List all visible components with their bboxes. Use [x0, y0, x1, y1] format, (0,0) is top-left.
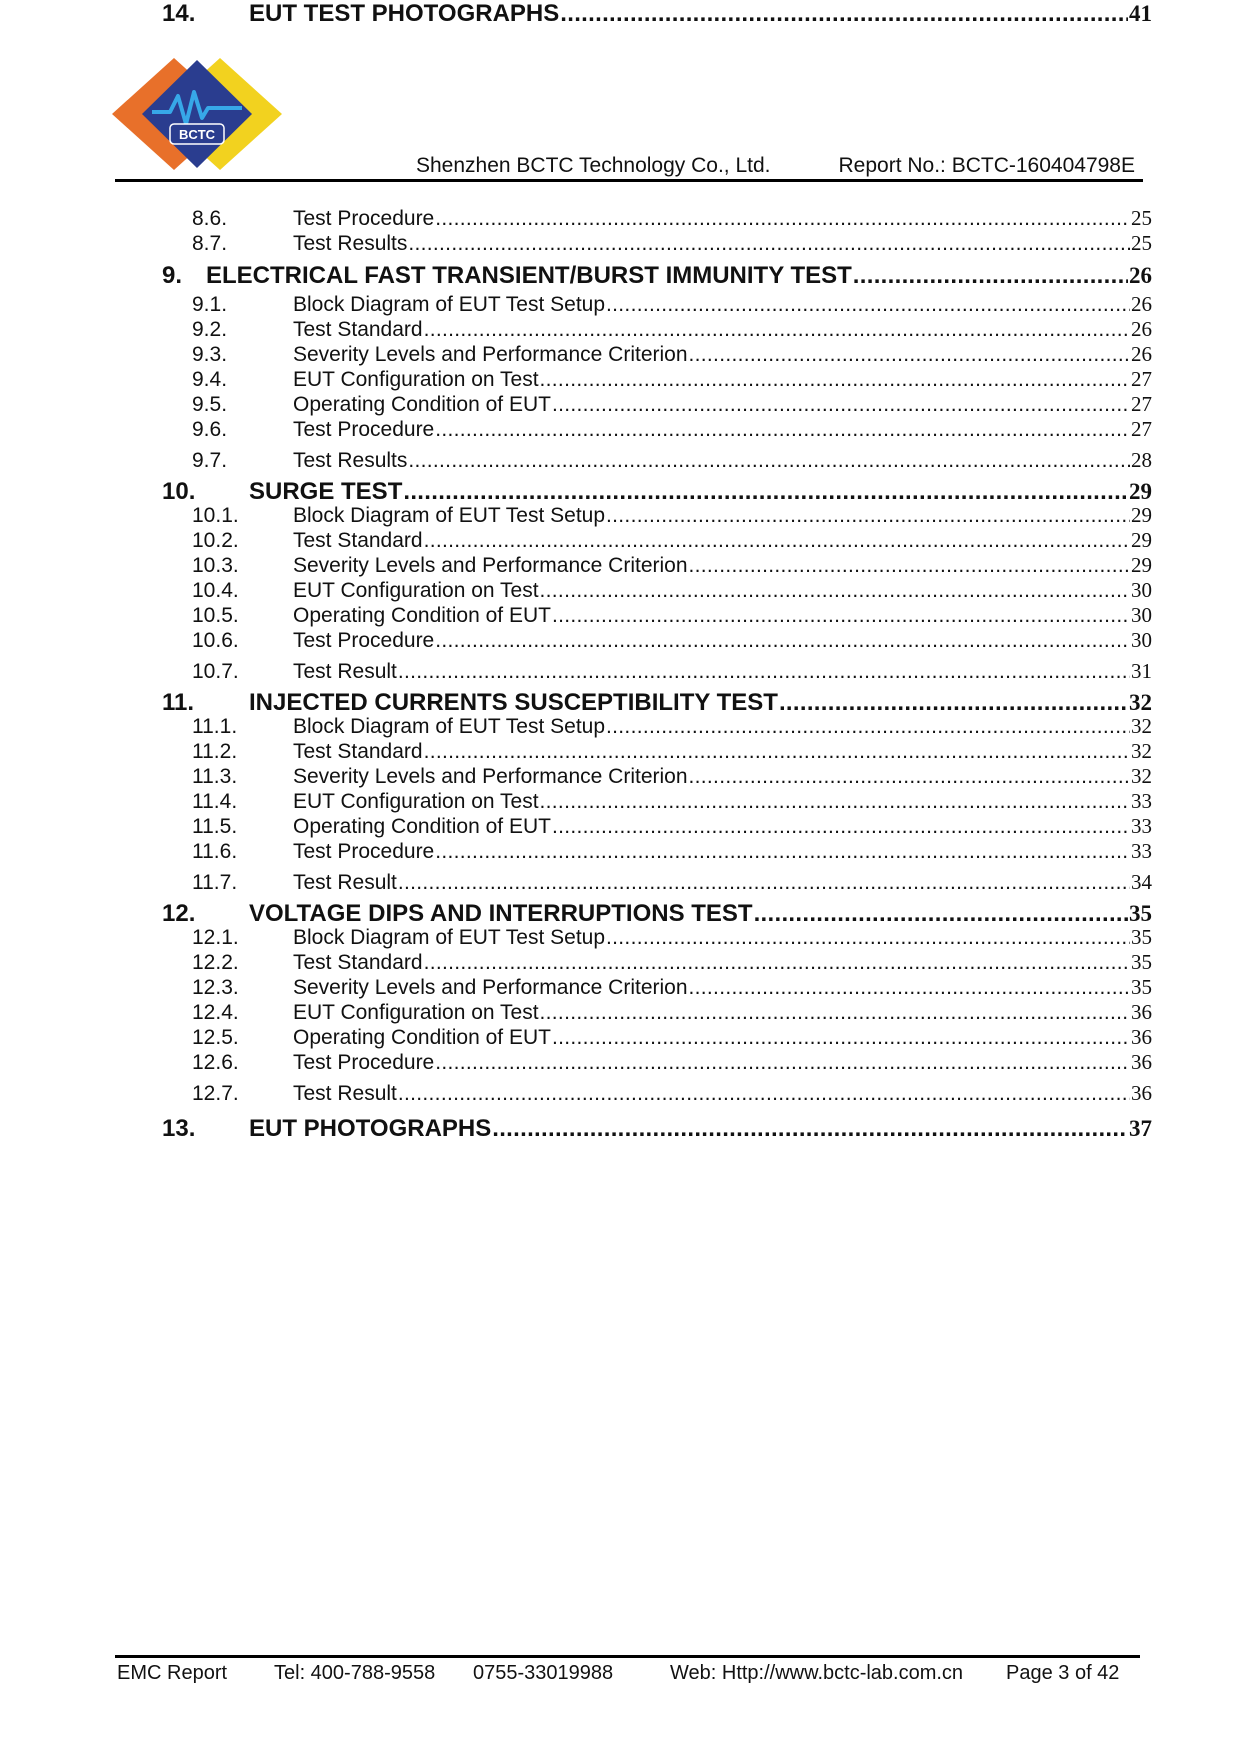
- toc-number: 13.: [162, 1115, 196, 1142]
- toc-number: 12.7.: [192, 1082, 239, 1105]
- toc-subsection[interactable]: [192, 231, 1152, 256]
- toc-leader: [853, 262, 1128, 290]
- toc-leader: [540, 368, 1130, 392]
- toc-number: 9.2.: [192, 318, 228, 341]
- toc-title: Block Diagram of EUT Test Setup: [293, 715, 606, 738]
- toc-number: 12.3.: [192, 976, 239, 999]
- toc-subsection[interactable]: [192, 392, 1152, 417]
- toc-number: 12.2.: [192, 951, 239, 974]
- toc-page: 29: [1131, 553, 1152, 577]
- toc-leader: [492, 1115, 1128, 1143]
- toc-leader: [424, 740, 1130, 764]
- toc-subsection[interactable]: [192, 528, 1152, 553]
- toc-subsection[interactable]: [192, 342, 1152, 367]
- toc-title: Severity Levels and Performance Criterion: [293, 554, 688, 577]
- toc-page: 33: [1131, 839, 1152, 863]
- toc-section[interactable]: [162, 1115, 1152, 1145]
- toc-page: 26: [1131, 292, 1152, 316]
- toc-subsection[interactable]: [192, 739, 1152, 764]
- toc-number: 8.7.: [192, 232, 228, 255]
- toc-number: 11.3.: [192, 765, 238, 788]
- toc-title: Test Procedure: [293, 207, 435, 230]
- toc-page: 35: [1131, 925, 1152, 949]
- toc-subsection[interactable]: [192, 950, 1152, 975]
- toc-title: Test Result: [293, 1082, 397, 1105]
- toc-page: 34: [1131, 870, 1152, 894]
- toc-title: EUT PHOTOGRAPHS: [249, 1115, 492, 1142]
- toc-leader: [689, 765, 1130, 789]
- toc-title: Test Results: [293, 232, 408, 255]
- toc-title: INJECTED CURRENTS SUSCEPTIBILITY TEST: [249, 689, 778, 716]
- toc-page: 32: [1131, 764, 1152, 788]
- toc-title: Severity Levels and Performance Criterion: [293, 343, 688, 366]
- toc-page: 32: [1129, 690, 1152, 715]
- toc-title: Test Result: [293, 871, 397, 894]
- toc-leader: [754, 900, 1128, 928]
- toc-title: ELECTRICAL FAST TRANSIENT/BURST IMMUNITY TEST: [206, 262, 852, 289]
- toc-page: 30: [1131, 578, 1152, 602]
- toc-number: 9.: [162, 262, 183, 289]
- toc-subsection[interactable]: [192, 1081, 1152, 1106]
- toc-number: 10.1.: [192, 504, 239, 527]
- toc-leader: [435, 207, 1130, 231]
- toc-leader: [435, 629, 1130, 653]
- footer-page: Page 3 of 42: [1006, 1662, 1120, 1684]
- toc-page: 28: [1131, 448, 1152, 472]
- toc-title: EUT Configuration on Test: [293, 368, 539, 391]
- toc-title: VOLTAGE DIPS AND INTERRUPTIONS TEST: [249, 900, 753, 927]
- toc-page: 27: [1131, 367, 1152, 391]
- toc-leader: [398, 1082, 1130, 1106]
- toc-page: 37: [1129, 1116, 1152, 1141]
- toc-leader: [435, 418, 1130, 442]
- toc-subsection[interactable]: [192, 839, 1152, 864]
- toc-number: 11.: [162, 689, 195, 716]
- toc-number: 11.4.: [192, 790, 238, 813]
- toc-subsection[interactable]: [192, 975, 1152, 1000]
- toc-subsection[interactable]: [192, 789, 1152, 814]
- toc-leader: [552, 1026, 1130, 1050]
- toc-number: 14.: [162, 0, 196, 27]
- footer-divider: [115, 1655, 1140, 1658]
- toc-number: 8.6.: [192, 207, 228, 230]
- toc-page: 30: [1131, 603, 1152, 627]
- toc-page: 32: [1131, 739, 1152, 763]
- toc-section[interactable]: [162, 262, 1152, 292]
- toc-page: 29: [1129, 479, 1152, 504]
- bctc-logo: [112, 58, 282, 170]
- logo-text: BCTC: [178, 127, 216, 142]
- toc-leader: [606, 504, 1130, 528]
- toc-number: 9.1.: [192, 293, 228, 316]
- toc-page: 36: [1131, 1081, 1152, 1105]
- toc-leader: [540, 579, 1130, 603]
- toc-title: Severity Levels and Performance Criterion: [293, 976, 688, 999]
- toc-title: Test Procedure: [293, 1051, 435, 1074]
- toc-page: 29: [1131, 503, 1152, 527]
- toc-title: Test Result: [293, 660, 397, 683]
- toc-number: 11.6.: [192, 840, 238, 863]
- toc-subsection[interactable]: [192, 206, 1152, 231]
- toc-number: 10.7.: [192, 660, 239, 683]
- toc-number: 9.4.: [192, 368, 228, 391]
- toc-page: 35: [1131, 975, 1152, 999]
- toc-subsection[interactable]: [192, 764, 1152, 789]
- toc-subsection[interactable]: [192, 814, 1152, 839]
- toc-number: 11.2.: [192, 740, 238, 763]
- toc-leader: [540, 790, 1130, 814]
- toc-page: 36: [1131, 1025, 1152, 1049]
- toc-leader: [689, 554, 1130, 578]
- toc-title: Operating Condition of EUT: [293, 604, 551, 627]
- toc-subsection[interactable]: [192, 1025, 1152, 1050]
- toc-leader: [606, 715, 1130, 739]
- toc-leader: [560, 0, 1128, 28]
- toc-subsection[interactable]: [192, 1050, 1152, 1075]
- toc-page: 27: [1131, 417, 1152, 441]
- toc-leader: [435, 840, 1130, 864]
- toc-leader: [606, 293, 1130, 317]
- toc-title: Test Standard: [293, 951, 423, 974]
- toc-number: 12.: [162, 900, 196, 927]
- toc-page: 32: [1131, 714, 1152, 738]
- toc-title: EUT Configuration on Test: [293, 790, 539, 813]
- toc-title: Test Standard: [293, 740, 423, 763]
- toc-title: SURGE TEST: [249, 478, 403, 505]
- footer-tel2: 0755-33019988: [473, 1662, 614, 1684]
- toc-number: 11.7.: [192, 871, 238, 894]
- footer-label: EMC Report: [117, 1662, 228, 1684]
- toc-number: 9.7.: [192, 449, 228, 472]
- toc-number: 9.6.: [192, 418, 228, 441]
- toc-title: EUT Configuration on Test: [293, 1001, 539, 1024]
- toc-number: 10.5.: [192, 604, 239, 627]
- toc-leader: [408, 449, 1130, 473]
- toc-title: Test Procedure: [293, 418, 435, 441]
- toc-number: 11.5.: [192, 815, 238, 838]
- toc-number: 9.3.: [192, 343, 228, 366]
- toc-leader: [403, 478, 1128, 506]
- toc-number: 10.4.: [192, 579, 239, 602]
- report-number: Report No.: BCTC-160404798E: [838, 154, 1135, 177]
- toc-leader: [606, 926, 1130, 950]
- toc-subsection[interactable]: [192, 448, 1152, 473]
- toc-title: EUT Configuration on Test: [293, 579, 539, 602]
- toc-page: 35: [1131, 950, 1152, 974]
- toc-title: Operating Condition of EUT: [293, 1026, 551, 1049]
- toc-title: Test Standard: [293, 318, 423, 341]
- toc-leader: [689, 976, 1130, 1000]
- toc-page: 36: [1131, 1000, 1152, 1024]
- toc-number: 10.3.: [192, 554, 239, 577]
- toc-title: Block Diagram of EUT Test Setup: [293, 293, 606, 316]
- toc-title: EUT TEST PHOTOGRAPHS: [249, 0, 560, 27]
- toc-subsection[interactable]: [192, 659, 1152, 684]
- toc-page: 33: [1131, 814, 1152, 838]
- toc-subsection[interactable]: [192, 628, 1152, 653]
- toc-page: 31: [1131, 659, 1152, 683]
- toc-subsection[interactable]: [192, 292, 1152, 317]
- toc-leader: [540, 1001, 1130, 1025]
- toc-number: 10.2.: [192, 529, 239, 552]
- company-name: Shenzhen BCTC Technology Co., Ltd.: [416, 154, 771, 177]
- toc-leader: [408, 232, 1130, 256]
- toc-section[interactable]: [162, 0, 1152, 30]
- toc-title: Severity Levels and Performance Criterion: [293, 765, 688, 788]
- toc-subsection[interactable]: [192, 367, 1152, 392]
- toc-page: 26: [1131, 342, 1152, 366]
- toc-leader: [779, 689, 1128, 717]
- toc-subsection[interactable]: [192, 317, 1152, 342]
- toc-subsection[interactable]: [192, 925, 1152, 950]
- toc-number: 12.1.: [192, 926, 239, 949]
- toc-subsection[interactable]: [192, 553, 1152, 578]
- toc-leader: [689, 343, 1130, 367]
- toc-subsection[interactable]: [192, 503, 1152, 528]
- toc-page: 25: [1131, 231, 1152, 255]
- toc-leader: [552, 815, 1130, 839]
- toc-number: 10.: [162, 478, 196, 505]
- header-divider: [115, 179, 1143, 182]
- footer-tel: Tel: 400-788-9558: [274, 1662, 436, 1684]
- toc-number: 10.6.: [192, 629, 239, 652]
- toc-subsection[interactable]: [192, 578, 1152, 603]
- toc-page: 41: [1129, 1, 1152, 26]
- toc-page: 25: [1131, 206, 1152, 230]
- toc-page: 27: [1131, 392, 1152, 416]
- toc-title: Test Procedure: [293, 840, 435, 863]
- toc-page: 30: [1131, 628, 1152, 652]
- toc-title: Test Procedure: [293, 629, 435, 652]
- toc-page: 26: [1131, 317, 1152, 341]
- toc-leader: [552, 393, 1130, 417]
- toc-page: 26: [1129, 263, 1152, 288]
- toc-number: 12.4.: [192, 1001, 239, 1024]
- toc-title: Operating Condition of EUT: [293, 393, 551, 416]
- toc-title: Block Diagram of EUT Test Setup: [293, 504, 606, 527]
- toc-leader: [424, 529, 1130, 553]
- toc-leader: [424, 318, 1130, 342]
- toc-title: Test Standard: [293, 529, 423, 552]
- toc-number: 11.1.: [192, 715, 238, 738]
- toc-subsection[interactable]: [192, 417, 1152, 442]
- toc-subsection[interactable]: [192, 714, 1152, 739]
- toc-leader: [398, 871, 1130, 895]
- toc-page: 35: [1129, 901, 1152, 926]
- toc-leader: [424, 951, 1130, 975]
- footer-web: Web: Http://www.bctc-lab.com.cn: [670, 1662, 964, 1684]
- toc-page: 36: [1131, 1050, 1152, 1074]
- toc-title: Block Diagram of EUT Test Setup: [293, 926, 606, 949]
- toc-number: 9.5.: [192, 393, 228, 416]
- toc-subsection[interactable]: [192, 1000, 1152, 1025]
- toc-subsection[interactable]: [192, 870, 1152, 895]
- toc-leader: [398, 660, 1130, 684]
- toc-subsection[interactable]: [192, 603, 1152, 628]
- toc-leader: [552, 604, 1130, 628]
- toc-page: 29: [1131, 528, 1152, 552]
- toc-title: Test Results: [293, 449, 408, 472]
- toc-number: 12.5.: [192, 1026, 239, 1049]
- toc-page: 33: [1131, 789, 1152, 813]
- toc-number: 12.6.: [192, 1051, 239, 1074]
- toc-leader: [435, 1051, 1130, 1075]
- toc-title: Operating Condition of EUT: [293, 815, 551, 838]
